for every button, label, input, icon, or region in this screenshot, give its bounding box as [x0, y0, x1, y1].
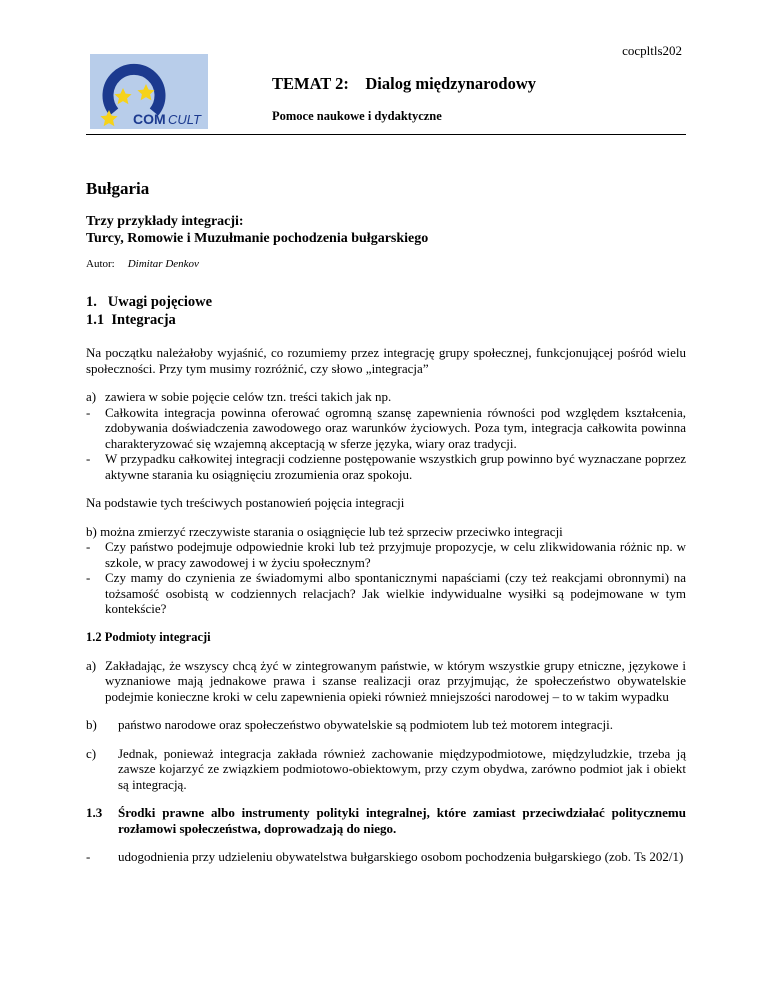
list-marker: a)	[86, 657, 97, 673]
intro-paragraph: Na początku należałoby wyjaśnić, co rozumiemy przez integrację grupy społecznej, funkcjonującej pośród wielu społeczności. Przy tym musimy rozróżnić, czy słowo „integracja”	[86, 345, 686, 376]
author-label: Autor:	[86, 257, 115, 270]
header-divider	[86, 134, 686, 135]
document-code: cocpltls202	[622, 43, 682, 58]
section-title: Środki prawne albo instrumenty polityki integralnej, które zamiast przeciwdziałać politycznemu rozłamowi społeczeństwa, doprowadzają do niego.	[118, 805, 686, 836]
list-item	[86, 658, 686, 705]
svg-text:CULT: CULT	[168, 112, 201, 127]
list-intro: b) można zmierzyć rzeczywiste starania o osiągnięcie lub też sprzeciw przeciwko integracji	[86, 523, 563, 539]
author-line	[86, 257, 686, 273]
list-marker: -	[86, 539, 91, 554]
list-marker: b)	[86, 717, 97, 732]
section-number: 1.3	[86, 805, 103, 820]
section-title: Uwagi pojęciowe	[107, 294, 213, 310]
basis-paragraph: Na podstawie tych treściwych postanowień pojęcia integracji	[86, 495, 405, 510]
list-text: państwo narodowe oraz społeczeństwo obywatelskie są podmiotem lub też motorem integracji.	[118, 717, 613, 732]
section-number: 1.1	[86, 312, 105, 328]
list-text: Czy państwo podejmuje odpowiednie kroki lub też przyjmuje propozycje, w celu zlikwidowania różnic np. w szkole, w pracy zawodowej i w życiu społecznym?	[105, 539, 686, 570]
list-item	[86, 570, 686, 617]
section-title: Integracja	[111, 312, 176, 328]
section-number: 1.	[86, 294, 97, 310]
list-text: Czy mamy do czynienia ze świadomymi albo spontanicznymi napaściami (czy też reakcjami obronnymi) na tożsamość osobistą w codziennych relacjach? Jak wielkie indywidualne wysiłki są podejmowane w tym kontekście?	[105, 570, 686, 616]
list-item	[86, 451, 686, 482]
section-1-2-heading: 1.2 Podmioty integracji	[86, 629, 211, 644]
list-item	[86, 539, 686, 570]
list-marker: a)	[86, 389, 97, 404]
list-marker: -	[86, 570, 91, 585]
header-title	[272, 74, 536, 94]
list-text: W przypadku całkowitej integracji codzienne postępowanie wszystkich grup powinno być wyznaczane poprzez aktywne starania ku osiągnięciu zrozumienia oraz spokoju.	[105, 451, 686, 482]
document-body	[86, 181, 686, 865]
list-text: Całkowita integracja powinna oferować ogromną szansę zapewnienia równości pod względem kształcenia, zdobywania doświadczenia zawodowego oraz warunków życiowych. Poza tym, integracja całkowita powinna charakteryzować się wzajemną akceptacją w sferze języka, wiary oraz tradycji.	[105, 404, 686, 451]
country-heading: Bułgaria	[86, 179, 150, 198]
section-1-heading	[86, 293, 686, 329]
list-marker: -	[86, 451, 91, 466]
list-marker: -	[86, 849, 91, 864]
svg-text:COM: COM	[133, 111, 166, 127]
list-b	[86, 524, 686, 617]
list-item	[86, 717, 686, 733]
document-subtitle	[86, 213, 686, 247]
subtitle-line: Turcy, Romowie i Muzułmanie pochodzenia bułgarskiego	[86, 230, 429, 246]
list-a	[86, 389, 686, 482]
author-name: Dimitar Denkov	[127, 257, 199, 270]
header-subtitle: Pomoce naukowe i dydaktyczne	[272, 109, 442, 123]
list-item	[86, 389, 686, 405]
list-item	[86, 405, 686, 452]
list-text: udogodnienia przy udzieleniu obywatelstwa bułgarskiego osobom pochodzenia bułgarskiego (zob. Ts 202/1)	[118, 849, 684, 864]
topic-title: Dialog międzynarodowy	[365, 74, 537, 93]
list-text: Jednak, ponieważ integracja zakłada również zachowanie międzypodmiotowe, międzyludzkie, trzeba ją zawsze kojarzyć ze związkiem podmiotowo-obiektowym, przy czym obydwa, zarówno podmiot jak i obiekt są integracją.	[118, 745, 686, 792]
list-item	[86, 849, 686, 865]
list-text: Zakładając, że wszyscy chcą żyć w zintegrowanym państwie, w którym wszystkie grupy etniczne, językowe i wyznaniowe mają jednakowe prawa i szanse realizacji oraz przyjmując, że społeczeństwo obywatelskie podejmie konieczne kroki w celu zapewnienia opieki również mniejszości narodowej – to w takim wypadku	[105, 657, 686, 704]
section-1-3-heading	[86, 805, 686, 836]
subtitle-line: Trzy przykłady integracji:	[86, 213, 244, 229]
topic-label: TEMAT 2:	[272, 74, 349, 93]
list-marker: c)	[86, 745, 97, 761]
comcult-logo	[90, 54, 208, 129]
list-item	[86, 746, 686, 793]
list-text: zawiera w sobie pojęcie celów tzn. treści takich jak np.	[105, 389, 392, 404]
list-marker: -	[86, 404, 91, 420]
